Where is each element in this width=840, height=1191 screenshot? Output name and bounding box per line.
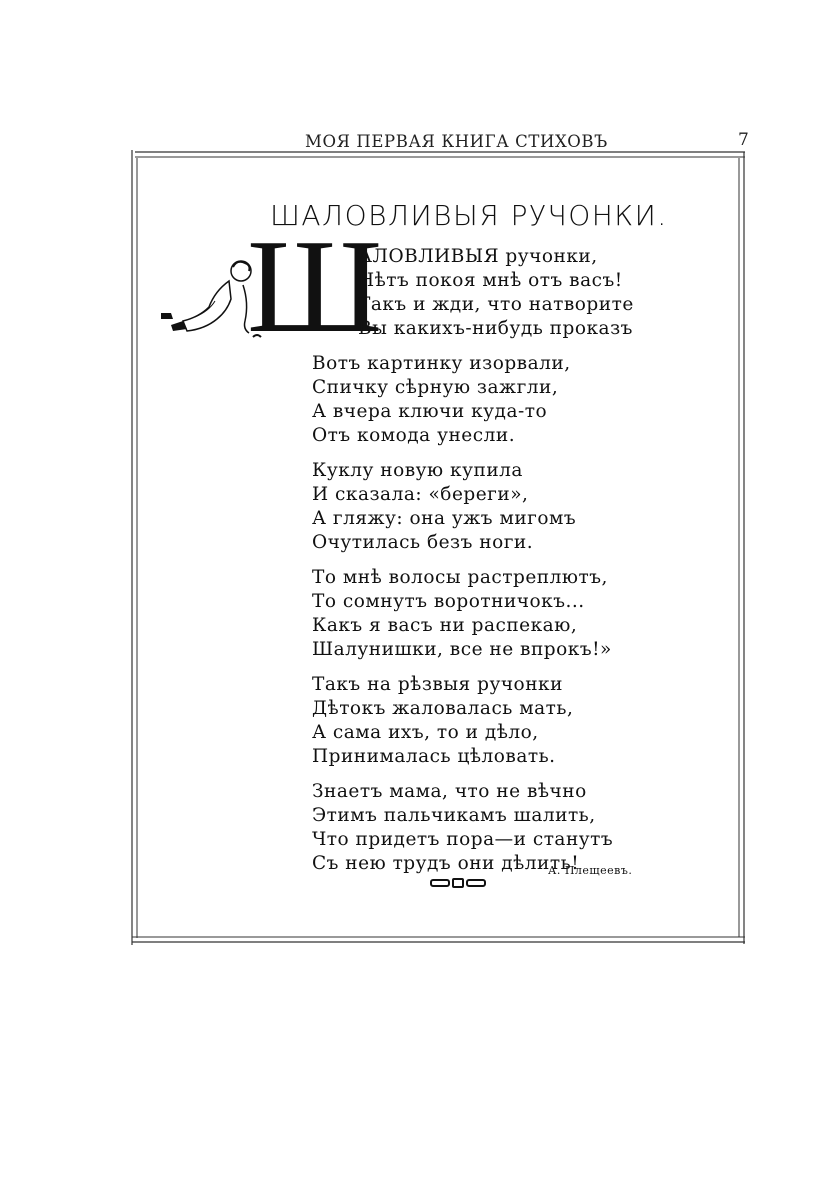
poem-line: Этимъ пальчикамъ шалить, — [312, 805, 596, 826]
tailpiece-ornament-icon — [430, 877, 486, 889]
poem-line: Шалунишки, все не впрокъ!» — [312, 639, 612, 660]
poem-line: Принималась цѣловать. — [312, 746, 556, 767]
poem-line: Дѣтокъ жаловалась мать, — [312, 698, 574, 719]
poem-line: А гляжу: она ужъ мигомъ — [312, 508, 577, 529]
running-title: МОЯ ПЕРВАЯ КНИГА СТИХОВЪ — [305, 132, 608, 151]
poem-line: Знаетъ мама, что не вѣчно — [312, 781, 587, 802]
poem-title: ШАЛОВЛИВЫЯ РУЧОНКИ. — [270, 199, 668, 232]
poem-line: Отъ комода унесли. — [312, 425, 516, 446]
poem-line: Что придетъ пора—и станутъ — [312, 829, 614, 850]
poem-line: Какъ я васъ ни распекаю, — [312, 615, 578, 636]
drop-cap-letter: Ш — [247, 212, 383, 360]
poem-line: Нѣтъ покоя мнѣ отъ васъ! — [358, 270, 623, 291]
poem-line: Такъ на рѣзвыя ручонки — [312, 674, 563, 695]
poem-line: А вчера ключи куда-то — [312, 401, 548, 422]
poem-author: А. Плещеевъ. — [548, 864, 633, 877]
poem-line: Куклу новую купила — [312, 460, 523, 481]
poem-line: То мнѣ волосы растреплютъ, — [312, 567, 608, 588]
poem-line: Спичку сѣрную зажгли, — [312, 377, 559, 398]
poem-line: Вотъ картинку изорвали, — [312, 353, 571, 374]
poem-line: АЛОВЛИВЫЯ ручонки, — [358, 246, 598, 267]
poem-line: То сомнутъ воротничокъ... — [312, 591, 585, 612]
poem-line: Очутилась безъ ноги. — [312, 532, 534, 553]
poem-line: Такъ и жди, что натворите — [358, 294, 634, 315]
poem-line: Съ нею трудъ они дѣлить! — [312, 853, 580, 874]
page-number: 7 — [738, 130, 749, 150]
poem-line: И сказала: «береги», — [312, 484, 529, 505]
poem-line: Вы какихъ-нибудь проказъ — [358, 318, 633, 339]
poem-line: А сама ихъ, то и дѣло, — [312, 722, 539, 743]
